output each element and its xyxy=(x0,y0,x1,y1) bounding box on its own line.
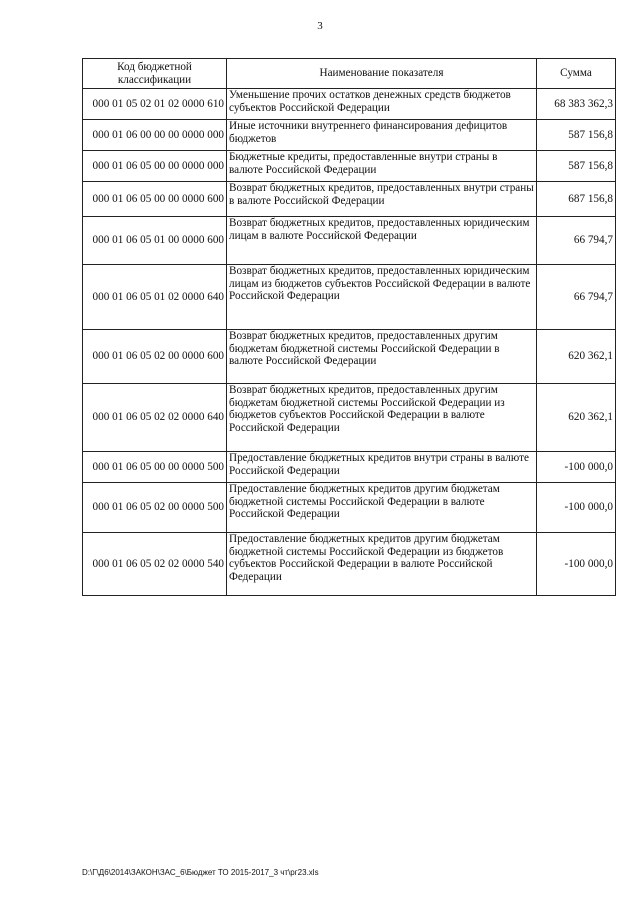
row-sum: 587 156,8 xyxy=(537,151,616,182)
row-code: 000 01 06 05 00 00 0000 000 xyxy=(83,151,227,182)
row-name: Иные источники внутреннего финансирования дефицитов бюджетов xyxy=(227,120,537,151)
file-path-footer: D:\Г\Д6\2014\ЗАКОН\ЗАС_6\Бюджет ТО 2015-2017_3 чт\рг23.xls xyxy=(82,868,319,877)
row-name: Предоставление бюджетных кредитов другим бюджетам бюджетной системы Российской Федерации из бюджетов субъектов Российской Федерации в валюте Российской Федерации xyxy=(227,533,537,596)
row-name: Возврат бюджетных кредитов, предоставленных юридическим лицам в валюте Российской Федерации xyxy=(227,217,537,265)
row-sum: 687 156,8 xyxy=(537,182,616,217)
row-sum: 66 794,7 xyxy=(537,217,616,265)
row-sum: -100 000,0 xyxy=(537,533,616,596)
row-code: 000 01 06 05 02 02 0000 640 xyxy=(83,384,227,452)
row-name: Предоставление бюджетных кредитов другим бюджетам бюджетной системы Российской Федерации в валюте Российской Федерации xyxy=(227,483,537,533)
table-row xyxy=(83,217,616,265)
table-row xyxy=(83,265,616,330)
row-name: Возврат бюджетных кредитов, предоставленных другим бюджетам бюджетной системы Российской Федерации в валюте Российской Федерации xyxy=(227,330,537,384)
page-number: 3 xyxy=(317,20,323,32)
table-header-row xyxy=(83,59,616,89)
table-row xyxy=(83,533,616,596)
table-row xyxy=(83,452,616,483)
row-code: 000 01 06 00 00 00 0000 000 xyxy=(83,120,227,151)
row-code: 000 01 06 05 02 02 0000 540 xyxy=(83,533,227,596)
row-sum: 620 362,1 xyxy=(537,330,616,384)
row-code: 000 01 06 05 02 00 0000 600 xyxy=(83,330,227,384)
table-row xyxy=(83,330,616,384)
header-name: Наименование показателя xyxy=(227,59,537,89)
header-code: Код бюджетной классификации xyxy=(83,59,227,89)
row-sum: -100 000,0 xyxy=(537,483,616,533)
table-row xyxy=(83,120,616,151)
row-sum: 68 383 362,3 xyxy=(537,89,616,120)
table-row xyxy=(83,384,616,452)
table-row xyxy=(83,151,616,182)
row-name: Возврат бюджетных кредитов, предоставленных другим бюджетам бюджетной системы Российской Федерации из бюджетов субъектов Российской Федерации в валюте Российской Федерации xyxy=(227,384,537,452)
row-code: 000 01 06 05 01 00 0000 600 xyxy=(83,217,227,265)
table-row xyxy=(83,182,616,217)
row-sum: 587 156,8 xyxy=(537,120,616,151)
row-name: Возврат бюджетных кредитов, предоставленных внутри страны в валюте Российской Федерации xyxy=(227,182,537,217)
row-sum: 66 794,7 xyxy=(537,265,616,330)
table-row xyxy=(83,89,616,120)
row-name: Бюджетные кредиты, предоставленные внутри страны в валюте Российской Федерации xyxy=(227,151,537,182)
row-code: 000 01 06 05 00 00 0000 500 xyxy=(83,452,227,483)
row-name: Предоставление бюджетных кредитов внутри страны в валюте Российской Федерации xyxy=(227,452,537,483)
row-name: Уменьшение прочих остатков денежных средств бюджетов субъектов Российской Федерации xyxy=(227,89,537,120)
row-code: 000 01 06 05 02 00 0000 500 xyxy=(83,483,227,533)
row-code: 000 01 06 05 01 02 0000 640 xyxy=(83,265,227,330)
row-name: Возврат бюджетных кредитов, предоставленных юридическим лицам из бюджетов субъектов Российской Федерации в валюте Российской Федерации xyxy=(227,265,537,330)
header-sum: Сумма xyxy=(537,59,616,89)
row-code: 000 01 06 05 00 00 0000 600 xyxy=(83,182,227,217)
row-sum: -100 000,0 xyxy=(537,452,616,483)
row-sum: 620 362,1 xyxy=(537,384,616,452)
budget-sources-table xyxy=(82,58,616,596)
row-code: 000 01 05 02 01 02 0000 610 xyxy=(83,89,227,120)
table-row xyxy=(83,483,616,533)
